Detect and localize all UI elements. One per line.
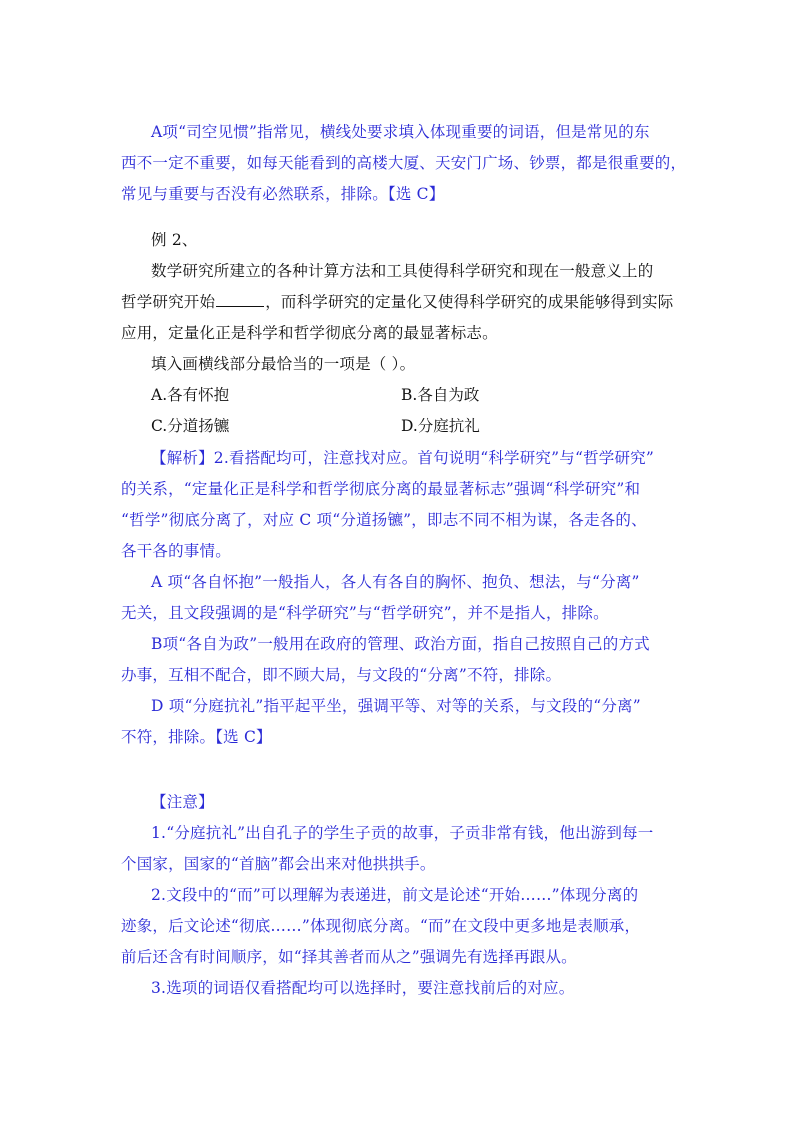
example-heading: 例 2、 [151, 231, 198, 249]
text-segment: 哲学研究开始 [121, 293, 216, 311]
option-b: B.各自为政 [401, 386, 480, 404]
text-line: D 项“分庭抗礼”指平起平坐，强调平等、对等的关系，与文段的“分离” [151, 697, 641, 715]
text-line: 西不一定不重要，如每天能看到的高楼大厦、天安门广场、钞票，都是很重要的， [121, 154, 687, 172]
text-line: 无关，且文段强调的是“科学研究”与“哲学研究”，并不是指人，排除。 [121, 604, 609, 622]
text-line: 常见与重要与否没有必然联系，排除。【选 C】 [121, 185, 445, 203]
notes-heading: 【注意】 [151, 793, 214, 811]
text-line: 应用，定量化正是科学和哲学彻底分离的最显著标志。 [121, 324, 498, 342]
text-line: 【解析】2.看搭配均可，注意找对应。首句说明“科学研究”与“哲学研究” [151, 449, 654, 467]
text-line: 1.“分庭抗礼”出自孔子的学生子贡的故事，子贡非常有钱，他出游到每一 [151, 824, 654, 842]
text-line: 个国家，国家的“首脑”都会出来对他拱拱手。 [121, 855, 436, 873]
text-line: 3.选项的词语仅看搭配均可以选择时，要注意找前后的对应。 [151, 979, 575, 997]
text-line: 前后还含有时间顺序，如“择其善者而从之”强调先有选择再跟从。 [121, 948, 577, 966]
question-prompt: 填入画横线部分最恰当的一项是（ ）。 [151, 355, 416, 373]
text-line: 办事，互相不配合，即不顾大局，与文段的“分离”不符，排除。 [121, 666, 562, 684]
text-line: 不符，排除。【选 C】 [121, 728, 272, 746]
text-segment: ，而科学研究的定量化又使得科学研究的成果能够得到实际 [265, 293, 674, 311]
text-line: “哲学”彻底分离了，对应 C 项“分道扬镳”，即志不同不相为谋，各走各的、 [121, 511, 647, 529]
text-line-with-blank [121, 292, 673, 312]
text-line: A项“司空见惯”指常见，横线处要求填入体现重要的词语，但是常见的东 [151, 123, 650, 141]
text-line: 迹象，后文论述“彻底……”体现彻底分离。“而”在文段中更多地是表顺承， [121, 917, 641, 935]
text-line: 的关系，“定量化正是科学和哲学彻底分离的最显著标志”强调“科学研究”和 [121, 480, 641, 498]
option-d: D.分庭抗礼 [401, 417, 480, 435]
option-c: C.分道扬镳 [151, 417, 230, 435]
option-a: A.各有怀抱 [151, 386, 230, 404]
text-line: 各干各的事情。 [121, 542, 231, 560]
text-line: A 项“各自怀抱”一般指人，各人有各自的胸怀、抱负、想法，与“分离” [151, 573, 640, 591]
text-line: B项“各自为政”一般用在政府的管理、政治方面，指自己按照自己的方式 [151, 635, 650, 653]
text-line: 数学研究所建立的各种计算方法和工具使得科学研究和现在一般意义上的 [151, 262, 654, 280]
text-line: 2.文段中的“而”可以理解为表递进，前文是论述“开始……”体现分离的 [151, 886, 639, 904]
fill-in-blank [216, 292, 264, 307]
